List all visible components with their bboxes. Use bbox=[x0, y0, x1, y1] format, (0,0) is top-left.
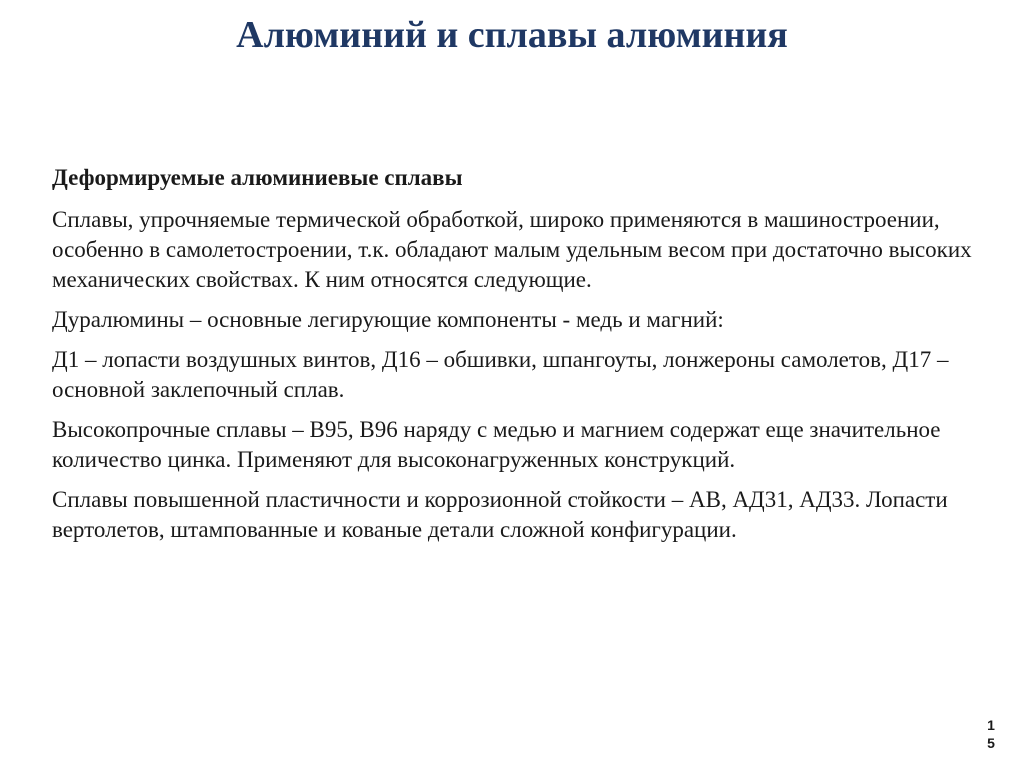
slide-title: Алюминий и сплавы алюминия bbox=[236, 14, 788, 56]
page-number-digit-2: 5 bbox=[987, 735, 995, 751]
slide-content bbox=[52, 163, 992, 555]
paragraph-high-plasticity: Сплавы повышенной пластичности и коррозионной стойкости – АВ, АД31, АД33. Лопасти вертолетов, штампованные и кованые детали сложной конфигурации. bbox=[52, 487, 948, 542]
section-heading: Деформируемые алюминиевые сплавы bbox=[52, 165, 463, 190]
paragraph-duralumins: Дуралюмины – основные легирующие компоненты - медь и магний: bbox=[52, 307, 724, 332]
paragraph-intro: Сплавы, упрочняемые термической обработкой, широко применяются в машиностроении, особенно в самолетостроении, т.к. обладают малым удельным весом при достаточно высоких механических свойствах. К ним относятся следующие. bbox=[52, 207, 972, 292]
page-number-digit-1: 1 bbox=[987, 717, 995, 733]
paragraph-d-grades: Д1 – лопасти воздушных винтов, Д16 – обшивки, шпангоуты, лонжероны самолетов, Д17 – основной заклепочный сплав. bbox=[52, 347, 949, 402]
page-number bbox=[984, 716, 998, 752]
paragraph-high-strength: Высокопрочные сплавы – В95, В96 наряду с медью и магнием содержат еще значительное количество цинка. Применяют для высоконагруженных конструкций. bbox=[52, 417, 941, 472]
